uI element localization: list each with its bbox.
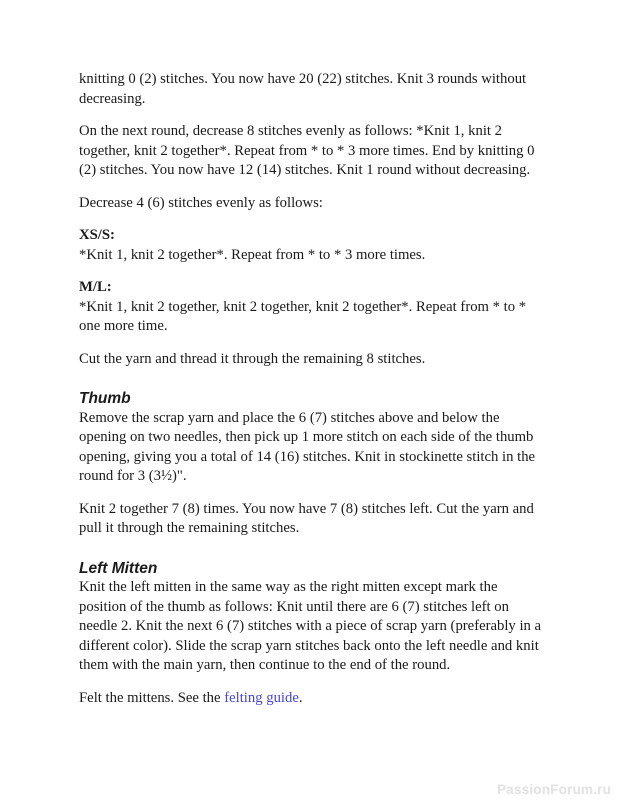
document-content	[79, 70, 543, 721]
heading-thumb: Thumb	[79, 390, 131, 407]
felting-guide-link[interactable]: felting guide	[224, 689, 299, 706]
felting-text-suffix: .	[298, 689, 303, 706]
paragraph-thumb-body: Remove the scrap yarn and place the 6 (7) stitches above and below the opening on two needles, then pick up 1 more stitch on each side of the thumb opening, giving you a total of 14 (16) stitches. Knit in stockinette stitch in the round for 3 (3½)".	[79, 409, 536, 484]
size-instructions-m-l: *Knit 1, knit 2 together, knit 2 together, knit 2 together*. Repeat from * to * one more time.	[79, 298, 527, 334]
paragraph-decrease-8: On the next round, decrease 8 stitches evenly as follows: *Knit 1, knit 2 together, knit 2 together*. Repeat from * to * 3 more times. End by knitting 0 (2) stitches. You now have 12 (14) stitches. Knit 1 round without decreasing.	[79, 123, 535, 178]
paragraph-decrease-4: Decrease 4 (6) stitches evenly as follows:	[79, 194, 323, 211]
size-instructions-xs-s: *Knit 1, knit 2 together*. Repeat from * to * 3 more times.	[79, 246, 426, 263]
paragraph-thumb-finish: Knit 2 together 7 (8) times. You now have 7 (8) stitches left. Cut the yarn and pull it through the remaining stitches.	[79, 500, 534, 536]
size-block-xs-s	[79, 226, 543, 265]
paragraph-cut-yarn: Cut the yarn and thread it through the remaining 8 stitches.	[79, 350, 426, 367]
paragraph-felting	[79, 689, 543, 709]
size-label-xs-s: XS/S:	[79, 227, 115, 243]
paragraph-continuation: knitting 0 (2) stitches. You now have 20 (22) stitches. Knit 3 rounds without decreasing.	[79, 71, 527, 107]
heading-left-mitten: Left Mitten	[79, 559, 158, 577]
size-label-m-l: M/L:	[79, 279, 112, 295]
felting-text-prefix: Felt the mittens. See the	[79, 689, 225, 706]
paragraph-left-mitten-body: Knit the left mitten in the same way as the right mitten except mark the position of the thumb as follows: Knit until there are 6 (7) stitches left on needle 2. Knit the next 6 (7) stitches with a piece of scrap yarn (preferably in a different color). Slide the scrap yarn stitches back onto the left needle and knit them with the main yarn, then continue to the end of the round.	[79, 579, 542, 673]
size-block-m-l	[79, 278, 543, 337]
watermark: PassionForum.ru	[496, 782, 611, 797]
